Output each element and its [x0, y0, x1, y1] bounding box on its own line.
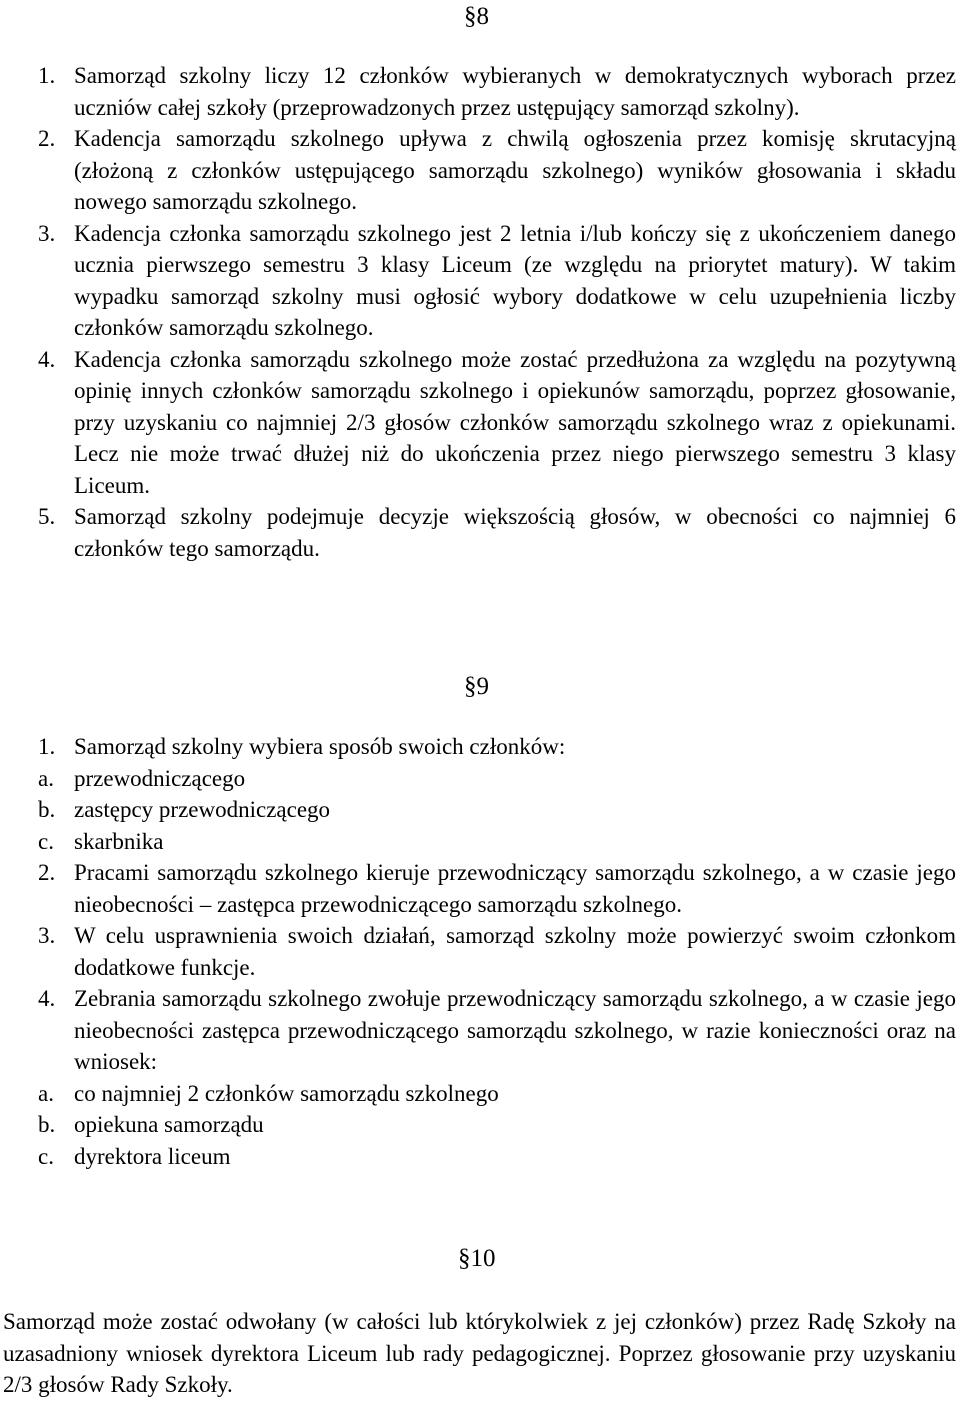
- item-letter: a.: [38, 765, 54, 791]
- list-item: [38, 920, 956, 983]
- section-9-list: [38, 731, 956, 1172]
- item-text: W celu usprawnienia swoich działań, samorząd szkolny może powierzyć swoim członkom dodatkowe funkcje.: [74, 923, 956, 980]
- list-item: [38, 1141, 956, 1173]
- item-text: Kadencja członka samorządu szkolnego może zostać przedłużona za względu na pozytywną opinię innych członków samorządu szkolnego i opiekunów samorządu, poprzez głosowanie, przy uzyskaniu co najmniej 2/3 głosów członków samorządu szkolnego wraz z opiekunami. Lecz nie może trwać dłużej niż do ukończenia przez niego pierwszego semestru 3 klasy Liceum.: [74, 346, 956, 498]
- list-item: [38, 983, 956, 1078]
- item-text: Pracami samorządu szkolnego kieruje przewodniczący samorządu szkolnego, a w czasie jego nieobecności – zastępca przewodniczącego samorządu szkolnego.: [74, 860, 956, 917]
- list-item: [38, 344, 956, 502]
- list-item: [38, 826, 956, 858]
- list-item: [38, 731, 956, 763]
- item-text: przewodniczącego: [74, 765, 246, 791]
- item-letter: a.: [38, 1080, 54, 1106]
- item-number: 5.: [38, 504, 56, 529]
- section-8-list: [38, 60, 956, 564]
- list-item: [38, 218, 956, 344]
- item-text: co najmniej 2 członków samorządu szkolnego: [74, 1080, 499, 1106]
- item-number: 3.: [38, 220, 56, 246]
- section-10-heading: §10: [458, 1245, 496, 1272]
- item-letter: b.: [38, 797, 56, 822]
- section-9-heading: §9: [464, 673, 489, 700]
- item-text: Samorząd szkolny liczy 12 członków wybieranych w demokratycznych wyborach przez uczniów całej szkoły (przeprowadzonych przez ustępujący samorząd szkolny).: [74, 63, 956, 120]
- item-letter: b.: [38, 1112, 56, 1137]
- list-item: [38, 794, 956, 826]
- item-letter: c.: [38, 828, 54, 854]
- section-10-paragraph: Samorząd może zostać odwołany (w całości lub którykolwiek z jej członków) przez Radę Szkoły na uzasadniony wniosek dyrektora Liceum lub rady pedagogicznej. Poprzez głosowanie przy uzyskaniu 2/3 głosów Rady Szkoły.: [3, 1309, 956, 1397]
- list-item: [38, 857, 956, 920]
- list-item: [38, 763, 956, 795]
- item-number: 4.: [38, 986, 56, 1011]
- item-text: Kadencja członka samorządu szkolnego jest 2 letnia i/lub kończy się z ukończeniem danego ucznia pierwszego semestru 3 klasy Liceum (ze względu na priorytet matury). W takim wypadku samorząd szkolny musi ogłosić wybory dodatkowe w celu uzupełnienia liczby członków samorządu szkolnego.: [74, 220, 956, 340]
- item-text: opiekuna samorządu: [74, 1112, 264, 1137]
- item-number: 2.: [38, 126, 56, 151]
- item-text: Samorząd szkolny wybiera sposób swoich członków:: [74, 734, 566, 759]
- item-text: Samorząd szkolny podejmuje decyzje większością głosów, w obecności co najmniej 6 członków tego samorządu.: [74, 504, 956, 561]
- list-item: [38, 1109, 956, 1141]
- list-item: [38, 501, 956, 564]
- item-number: 1.: [38, 734, 56, 759]
- item-text: Kadencja samorządu szkolnego upływa z chwilą ogłoszenia przez komisję skrutacyjną (złożoną z członków ustępującego samorządu szkolnego) wyników głosowania i składu nowego samorządu szkolnego.: [74, 126, 956, 214]
- item-letter: c.: [38, 1143, 54, 1169]
- section-8-heading: §8: [464, 3, 489, 30]
- item-text: zastępcy przewodniczącego: [74, 797, 331, 822]
- list-item: [38, 1078, 956, 1110]
- item-text: skarbnika: [74, 828, 164, 854]
- item-number: 3.: [38, 923, 56, 948]
- list-item: [38, 123, 956, 218]
- item-text: dyrektora liceum: [74, 1143, 231, 1169]
- item-number: 4.: [38, 346, 56, 372]
- list-item: [38, 60, 956, 123]
- item-number: 2.: [38, 860, 56, 885]
- item-text: Zebrania samorządu szkolnego zwołuje przewodniczący samorządu szkolnego, a w czasie jego nieobecności zastępca przewodniczącego samorządu szkolnego, w razie konieczności oraz na wniosek:: [74, 986, 956, 1074]
- item-number: 1.: [38, 63, 56, 88]
